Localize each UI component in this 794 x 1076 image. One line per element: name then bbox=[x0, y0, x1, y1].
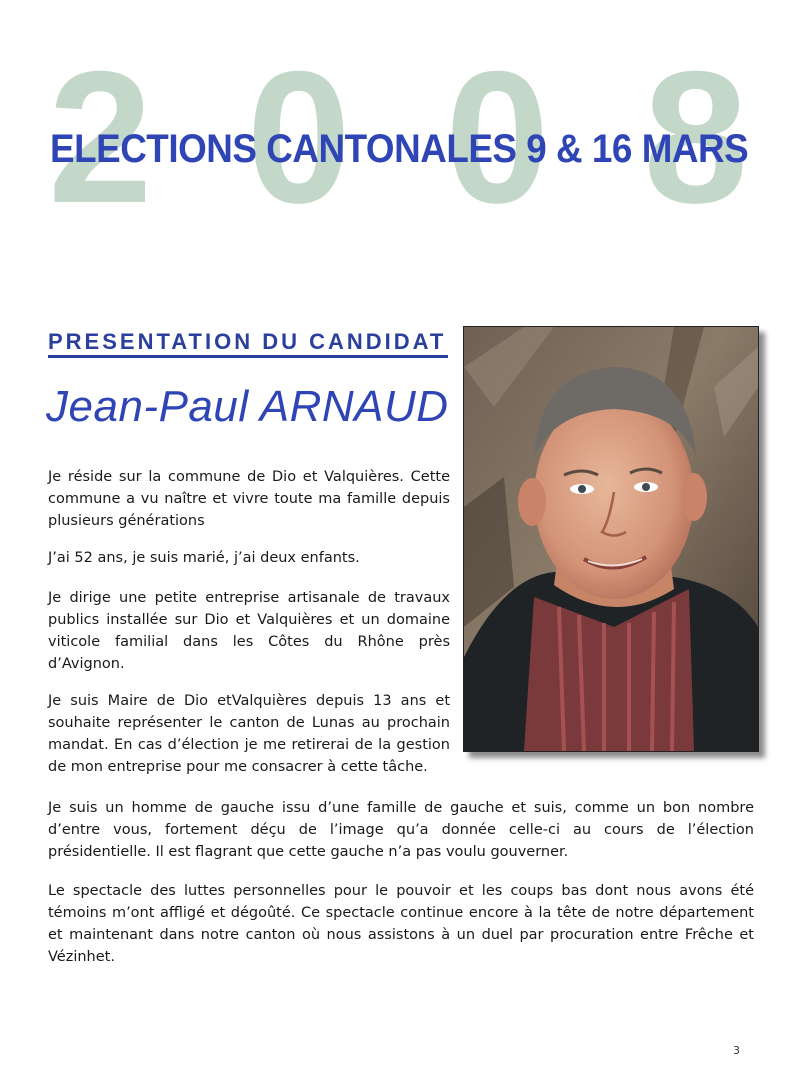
year-digit: 8 bbox=[643, 32, 748, 242]
paragraph-business: Je dirige une petite entreprise artisanale de travaux publics installée sur Dio et Valquières et un domaine viticole familial dans les Côtes du Rhône près d’Avignon. bbox=[48, 590, 450, 672]
candidate-photo bbox=[463, 326, 759, 752]
headline: ELECTIONS CANTONALES 9 & 16 MARS bbox=[50, 127, 749, 171]
year-digit: 0 bbox=[444, 32, 550, 242]
year-digit: 0 bbox=[246, 32, 352, 242]
candidate-name: Jean-Paul ARNAUD bbox=[46, 382, 449, 431]
year-digit: 2 bbox=[48, 32, 153, 242]
page-number: 3 bbox=[733, 1044, 740, 1057]
section-title: PRESENTATION DU CANDIDAT bbox=[48, 330, 448, 358]
paragraph-politics: Je suis un homme de gauche issu d’une famille de gauche et suis, comme un bon nombre d’entre vous, fortement déçu de l’image qu’a donnée celle-ci au cours de l’élection présidentielle. Il est flagrant que cette gauche n’a pas voulu gouverner. bbox=[48, 800, 754, 860]
paragraph-spectacle: Le spectacle des luttes personnelles pour le pouvoir et les coups bas dont nous avons été témoins m’ont affligé et dégoûté. Ce spectacle continue encore à la tête de notre département et maintenant dans notre canton où nous assistons à un duel par procuration entre Frêche et Vézinhet. bbox=[48, 883, 754, 965]
paragraph-mayor: Je suis Maire de Dio etValquières depuis 13 ans et souhaite représenter le canton de Lunas au prochain mandat. En cas d’élection je me retirerai de la gestion de mon entreprise pour me consacrer à cette tâche. bbox=[48, 693, 450, 775]
paragraph-age: J’ai 52 ans, je suis marié, j’ai deux enfants. bbox=[48, 550, 360, 566]
paragraph-residence: Je réside sur la commune de Dio et Valquières. Cette commune a vu naître et vivre toute ma famille depuis plusieurs générations bbox=[48, 469, 450, 529]
